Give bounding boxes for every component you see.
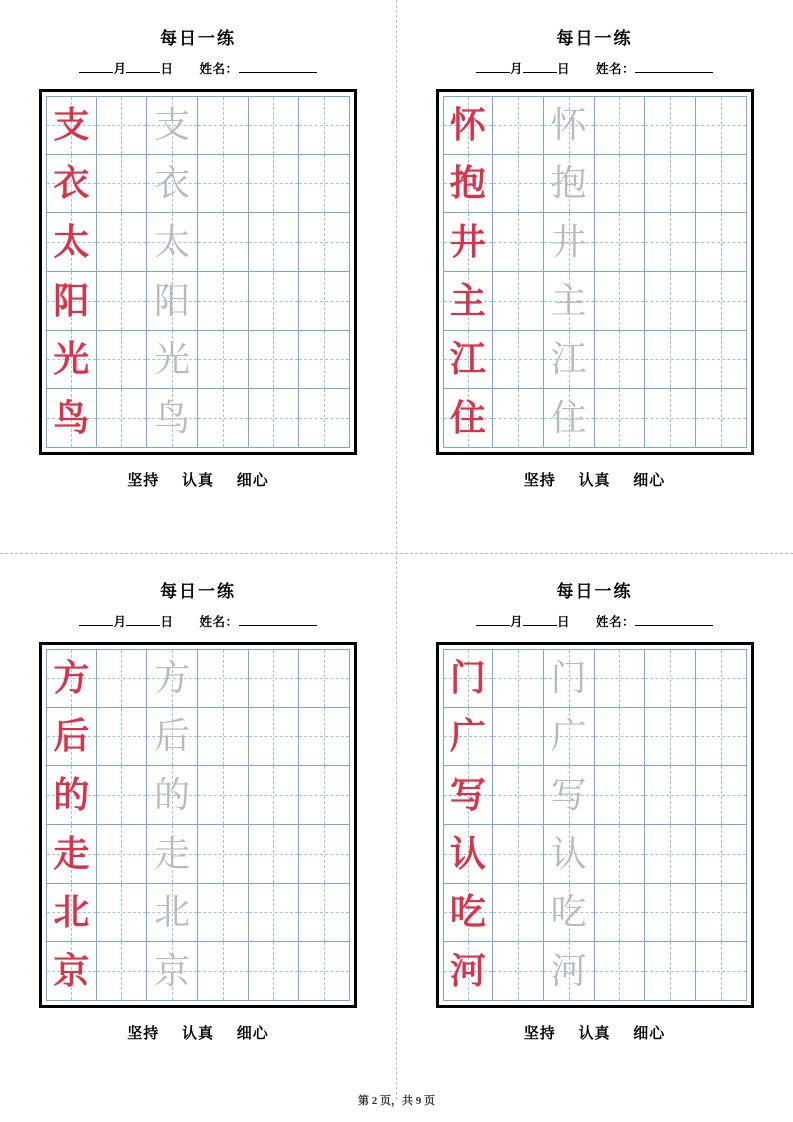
grid-cell[interactable] bbox=[46, 884, 97, 943]
grid-cell[interactable] bbox=[249, 708, 300, 767]
month-label: 月 bbox=[113, 615, 127, 629]
page-number-footer: 第 2 页，共 9 页 bbox=[358, 1095, 435, 1107]
month-blank[interactable] bbox=[476, 61, 510, 73]
grid-cell[interactable] bbox=[595, 825, 646, 884]
grid-cell[interactable] bbox=[645, 213, 696, 272]
model-character: 的 bbox=[53, 775, 90, 816]
practice-card-bottom-left bbox=[0, 553, 396, 1100]
grid-cell[interactable] bbox=[595, 331, 646, 390]
grid-cell[interactable] bbox=[46, 825, 97, 884]
trace-character: 主 bbox=[550, 280, 587, 321]
model-character: 吃 bbox=[449, 892, 486, 933]
footer-word: 认真 bbox=[181, 1026, 214, 1042]
grid-cell[interactable] bbox=[249, 942, 300, 1001]
grid-cell[interactable] bbox=[299, 942, 350, 1001]
day-blank[interactable] bbox=[523, 614, 557, 626]
grid-cell[interactable] bbox=[595, 766, 646, 825]
practice-card-bottom-right bbox=[396, 553, 793, 1100]
model-character: 抱 bbox=[449, 163, 486, 204]
card-footer bbox=[396, 1022, 793, 1043]
month-blank[interactable] bbox=[79, 614, 113, 626]
tianzige-grid bbox=[46, 649, 350, 1001]
grid-cell[interactable] bbox=[696, 96, 747, 155]
grid-cell[interactable] bbox=[97, 389, 148, 448]
name-blank[interactable] bbox=[239, 614, 317, 626]
footer-word: 认真 bbox=[578, 473, 611, 489]
grid-cell[interactable] bbox=[443, 942, 494, 1001]
grid-cell[interactable] bbox=[46, 331, 97, 390]
model-character: 衣 bbox=[53, 163, 90, 204]
grid-cell[interactable] bbox=[645, 649, 696, 708]
grid-cell[interactable] bbox=[46, 649, 97, 708]
grid-cell[interactable] bbox=[493, 766, 544, 825]
grid-cell[interactable] bbox=[493, 272, 544, 331]
grid-cell[interactable] bbox=[97, 766, 148, 825]
grid-cell[interactable] bbox=[595, 96, 646, 155]
grid-cell[interactable] bbox=[645, 708, 696, 767]
grid-cell[interactable] bbox=[493, 884, 544, 943]
grid-cell[interactable] bbox=[443, 766, 494, 825]
trace-character: 吃 bbox=[550, 892, 587, 933]
footer-word: 坚持 bbox=[127, 473, 160, 489]
grid-cell[interactable] bbox=[696, 766, 747, 825]
grid-cell[interactable] bbox=[595, 155, 646, 214]
grid-cell[interactable] bbox=[46, 272, 97, 331]
name-label: 姓名： bbox=[596, 62, 636, 76]
grid-cell[interactable] bbox=[147, 766, 198, 825]
model-character: 光 bbox=[53, 339, 90, 380]
day-label: 日 bbox=[556, 62, 570, 76]
grid-cell[interactable] bbox=[645, 884, 696, 943]
card-title: 每日一练 bbox=[556, 582, 633, 601]
grid-cell[interactable] bbox=[544, 708, 595, 767]
grid-cell[interactable] bbox=[299, 389, 350, 448]
day-label: 日 bbox=[160, 615, 174, 629]
grid-cell[interactable] bbox=[249, 825, 300, 884]
trace-character: 后 bbox=[154, 716, 191, 757]
grid-cell[interactable] bbox=[595, 708, 646, 767]
trace-character: 井 bbox=[550, 222, 587, 263]
grid-cell[interactable] bbox=[443, 155, 494, 214]
grid-cell[interactable] bbox=[198, 96, 249, 155]
month-blank[interactable] bbox=[79, 61, 113, 73]
grid-cell[interactable] bbox=[198, 884, 249, 943]
grid-cell[interactable] bbox=[299, 649, 350, 708]
name-label: 姓名： bbox=[199, 62, 239, 76]
grid-cell[interactable] bbox=[198, 708, 249, 767]
grid-cell[interactable] bbox=[97, 213, 148, 272]
model-character: 主 bbox=[449, 280, 486, 321]
grid-cell[interactable] bbox=[299, 96, 350, 155]
tianzige-grid bbox=[443, 96, 747, 448]
card-footer bbox=[0, 1022, 396, 1043]
grid-cell[interactable] bbox=[299, 213, 350, 272]
grid-cell[interactable] bbox=[249, 155, 300, 214]
grid-cell[interactable] bbox=[696, 708, 747, 767]
grid-cell[interactable] bbox=[198, 213, 249, 272]
grid-cell[interactable] bbox=[46, 389, 97, 448]
tianzige-grid bbox=[443, 649, 747, 1001]
grid-cell[interactable] bbox=[198, 649, 249, 708]
model-character: 支 bbox=[53, 105, 90, 146]
card-title: 每日一练 bbox=[556, 29, 633, 48]
grid-cell[interactable] bbox=[645, 155, 696, 214]
model-character: 河 bbox=[449, 951, 486, 992]
grid-cell[interactable] bbox=[198, 155, 249, 214]
trace-character: 方 bbox=[154, 658, 191, 699]
grid-cell[interactable] bbox=[46, 155, 97, 214]
practice-sheet bbox=[39, 89, 357, 455]
model-character: 江 bbox=[449, 339, 486, 380]
grid-cell[interactable] bbox=[299, 766, 350, 825]
grid-cell[interactable] bbox=[696, 272, 747, 331]
grid-cell[interactable] bbox=[544, 825, 595, 884]
grid-cell[interactable] bbox=[443, 825, 494, 884]
grid-cell[interactable] bbox=[198, 331, 249, 390]
footer-word: 认真 bbox=[181, 473, 214, 489]
grid-cell[interactable] bbox=[443, 96, 494, 155]
day-blank[interactable] bbox=[523, 61, 557, 73]
model-character: 方 bbox=[53, 658, 90, 699]
grid-cell[interactable] bbox=[97, 708, 148, 767]
grid-cell[interactable] bbox=[544, 213, 595, 272]
grid-cell[interactable] bbox=[147, 389, 198, 448]
trace-character: 阳 bbox=[154, 280, 191, 321]
grid-cell[interactable] bbox=[147, 272, 198, 331]
grid-cell[interactable] bbox=[544, 272, 595, 331]
grid-cell[interactable] bbox=[147, 331, 198, 390]
grid-cell[interactable] bbox=[97, 96, 148, 155]
trace-character: 住 bbox=[550, 398, 587, 439]
grid-cell[interactable] bbox=[696, 155, 747, 214]
grid-cell[interactable] bbox=[97, 884, 148, 943]
grid-cell[interactable] bbox=[249, 884, 300, 943]
grid-cell[interactable] bbox=[443, 649, 494, 708]
grid-cell[interactable] bbox=[97, 825, 148, 884]
grid-cell[interactable] bbox=[97, 155, 148, 214]
footer-word: 认真 bbox=[578, 1026, 611, 1042]
grid-cell[interactable] bbox=[696, 213, 747, 272]
model-character: 后 bbox=[53, 716, 90, 757]
grid-cell[interactable] bbox=[443, 389, 494, 448]
grid-cell[interactable] bbox=[249, 96, 300, 155]
grid-cell[interactable] bbox=[544, 96, 595, 155]
grid-cell[interactable] bbox=[696, 331, 747, 390]
month-label: 月 bbox=[509, 615, 523, 629]
grid-cell[interactable] bbox=[249, 331, 300, 390]
grid-cell[interactable] bbox=[147, 942, 198, 1001]
grid-cell[interactable] bbox=[696, 649, 747, 708]
grid-cell[interactable] bbox=[249, 213, 300, 272]
grid-cell[interactable] bbox=[299, 331, 350, 390]
grid-cell[interactable] bbox=[493, 708, 544, 767]
trace-character: 的 bbox=[154, 775, 191, 816]
trace-character: 写 bbox=[550, 775, 587, 816]
grid-cell[interactable] bbox=[595, 942, 646, 1001]
grid-cell[interactable] bbox=[696, 884, 747, 943]
model-character: 怀 bbox=[449, 105, 486, 146]
trace-character: 北 bbox=[154, 892, 191, 933]
footer-word: 坚持 bbox=[127, 1026, 160, 1042]
name-blank[interactable] bbox=[635, 614, 713, 626]
grid-cell[interactable] bbox=[299, 884, 350, 943]
practice-sheet bbox=[436, 642, 754, 1008]
grid-cell[interactable] bbox=[645, 389, 696, 448]
footer-word: 细心 bbox=[633, 473, 666, 489]
model-character: 走 bbox=[53, 833, 90, 874]
grid-cell[interactable] bbox=[147, 96, 198, 155]
tianzige-grid bbox=[46, 96, 350, 448]
model-character: 住 bbox=[449, 398, 486, 439]
model-character: 门 bbox=[449, 658, 486, 699]
grid-cell[interactable] bbox=[249, 272, 300, 331]
card-date-name-line bbox=[0, 612, 396, 630]
card-footer bbox=[396, 469, 793, 490]
card-date-name-line bbox=[0, 59, 396, 77]
grid-cell[interactable] bbox=[493, 649, 544, 708]
practice-card-top-right bbox=[396, 0, 793, 553]
grid-cell[interactable] bbox=[46, 213, 97, 272]
trace-character: 抱 bbox=[550, 163, 587, 204]
grid-cell[interactable] bbox=[493, 942, 544, 1001]
grid-cell[interactable] bbox=[696, 389, 747, 448]
model-character: 鸟 bbox=[53, 398, 90, 439]
grid-cell[interactable] bbox=[443, 708, 494, 767]
grid-cell[interactable] bbox=[645, 272, 696, 331]
grid-cell[interactable] bbox=[493, 96, 544, 155]
grid-cell[interactable] bbox=[493, 331, 544, 390]
card-date-name-line bbox=[396, 612, 793, 630]
grid-cell[interactable] bbox=[46, 942, 97, 1001]
grid-cell[interactable] bbox=[544, 766, 595, 825]
grid-cell[interactable] bbox=[97, 331, 148, 390]
grid-cell[interactable] bbox=[147, 825, 198, 884]
card-title: 每日一练 bbox=[160, 582, 236, 601]
grid-cell[interactable] bbox=[147, 708, 198, 767]
grid-cell[interactable] bbox=[544, 331, 595, 390]
grid-cell[interactable] bbox=[147, 884, 198, 943]
trace-character: 鸟 bbox=[154, 398, 191, 439]
trace-character: 认 bbox=[550, 833, 587, 874]
grid-cell[interactable] bbox=[147, 155, 198, 214]
grid-cell[interactable] bbox=[493, 389, 544, 448]
trace-character: 太 bbox=[154, 222, 191, 263]
grid-cell[interactable] bbox=[645, 942, 696, 1001]
month-label: 月 bbox=[113, 62, 127, 76]
model-character: 认 bbox=[449, 833, 486, 874]
model-character: 太 bbox=[53, 222, 90, 263]
grid-cell[interactable] bbox=[97, 942, 148, 1001]
grid-cell[interactable] bbox=[443, 272, 494, 331]
grid-cell[interactable] bbox=[493, 155, 544, 214]
grid-cell[interactable] bbox=[97, 649, 148, 708]
grid-cell[interactable] bbox=[147, 213, 198, 272]
grid-cell[interactable] bbox=[544, 155, 595, 214]
trace-character: 光 bbox=[154, 339, 191, 380]
month-blank[interactable] bbox=[476, 614, 510, 626]
grid-cell[interactable] bbox=[645, 96, 696, 155]
grid-cell[interactable] bbox=[46, 96, 97, 155]
grid-cell[interactable] bbox=[696, 942, 747, 1001]
grid-cell[interactable] bbox=[249, 389, 300, 448]
trace-character: 走 bbox=[154, 833, 191, 874]
grid-cell[interactable] bbox=[645, 825, 696, 884]
grid-cell[interactable] bbox=[147, 649, 198, 708]
practice-sheet bbox=[436, 89, 754, 455]
day-blank[interactable] bbox=[126, 61, 160, 73]
trace-character: 江 bbox=[550, 339, 587, 380]
month-label: 月 bbox=[509, 62, 523, 76]
model-character: 京 bbox=[53, 951, 90, 992]
grid-cell[interactable] bbox=[443, 884, 494, 943]
footer-word: 坚持 bbox=[523, 473, 556, 489]
card-title: 每日一练 bbox=[160, 29, 236, 48]
trace-character: 支 bbox=[154, 105, 191, 146]
footer-word: 细心 bbox=[633, 1026, 666, 1042]
grid-cell[interactable] bbox=[493, 825, 544, 884]
grid-cell[interactable] bbox=[249, 649, 300, 708]
grid-cell[interactable] bbox=[544, 649, 595, 708]
grid-cell[interactable] bbox=[97, 272, 148, 331]
grid-cell[interactable] bbox=[544, 942, 595, 1001]
grid-cell[interactable] bbox=[443, 331, 494, 390]
model-character: 北 bbox=[53, 892, 90, 933]
grid-cell[interactable] bbox=[595, 389, 646, 448]
grid-cell[interactable] bbox=[595, 649, 646, 708]
grid-cell[interactable] bbox=[544, 389, 595, 448]
grid-cell[interactable] bbox=[198, 942, 249, 1001]
grid-cell[interactable] bbox=[645, 331, 696, 390]
model-character: 阳 bbox=[53, 280, 90, 321]
grid-cell[interactable] bbox=[299, 155, 350, 214]
practice-sheet bbox=[39, 642, 357, 1008]
footer-word: 细心 bbox=[236, 473, 269, 489]
trace-character: 衣 bbox=[154, 163, 191, 204]
grid-cell[interactable] bbox=[443, 213, 494, 272]
grid-cell[interactable] bbox=[595, 884, 646, 943]
grid-cell[interactable] bbox=[595, 272, 646, 331]
grid-cell[interactable] bbox=[299, 272, 350, 331]
trace-character: 广 bbox=[550, 716, 587, 757]
model-character: 写 bbox=[449, 775, 486, 816]
grid-cell[interactable] bbox=[198, 272, 249, 331]
model-character: 井 bbox=[449, 222, 486, 263]
grid-cell[interactable] bbox=[46, 708, 97, 767]
footer-word: 细心 bbox=[236, 1026, 269, 1042]
grid-cell[interactable] bbox=[46, 766, 97, 825]
card-date-name-line bbox=[396, 59, 793, 77]
footer-word: 坚持 bbox=[523, 1026, 556, 1042]
practice-card-top-left bbox=[0, 0, 396, 553]
name-blank[interactable] bbox=[239, 61, 317, 73]
model-character: 广 bbox=[449, 716, 486, 757]
grid-cell[interactable] bbox=[249, 766, 300, 825]
grid-cell[interactable] bbox=[696, 825, 747, 884]
day-blank[interactable] bbox=[126, 614, 160, 626]
grid-cell[interactable] bbox=[198, 825, 249, 884]
trace-character: 京 bbox=[154, 951, 191, 992]
grid-cell[interactable] bbox=[198, 389, 249, 448]
grid-cell[interactable] bbox=[493, 213, 544, 272]
card-footer bbox=[0, 469, 396, 490]
name-label: 姓名： bbox=[199, 615, 239, 629]
trace-character: 怀 bbox=[550, 105, 587, 146]
name-blank[interactable] bbox=[635, 61, 713, 73]
name-label: 姓名： bbox=[596, 615, 636, 629]
grid-cell[interactable] bbox=[299, 708, 350, 767]
day-label: 日 bbox=[160, 62, 174, 76]
grid-cell[interactable] bbox=[595, 213, 646, 272]
grid-cell[interactable] bbox=[544, 884, 595, 943]
grid-cell[interactable] bbox=[198, 766, 249, 825]
day-label: 日 bbox=[556, 615, 570, 629]
trace-character: 河 bbox=[550, 951, 587, 992]
grid-cell[interactable] bbox=[645, 766, 696, 825]
trace-character: 门 bbox=[550, 658, 587, 699]
grid-cell[interactable] bbox=[299, 825, 350, 884]
